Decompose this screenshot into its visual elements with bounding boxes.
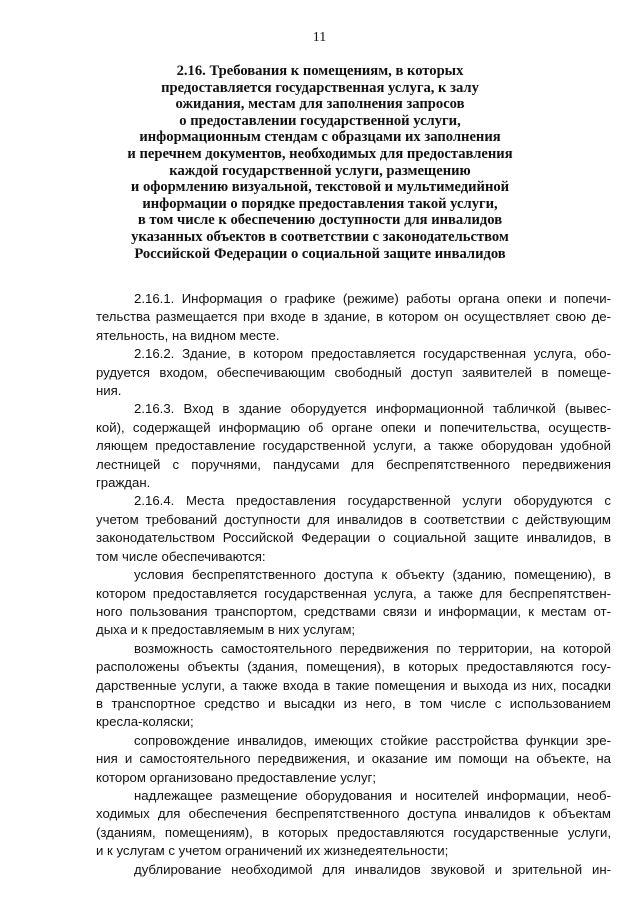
paragraph <box>96 400 611 492</box>
paragraph-line: возможность самостоятельного передвижения по территории, на которой <box>134 640 611 656</box>
paragraph-line: ния. <box>96 383 122 399</box>
paragraph-line: ного пользования транспортом, средствами связи и информации, к местам от- <box>96 603 611 619</box>
heading-line: информационным стендам с образцами их заполнения <box>139 129 501 146</box>
page-number: 11 <box>312 30 327 45</box>
paragraph-line: граждан. <box>96 475 151 491</box>
paragraph <box>96 492 611 566</box>
paragraph-line: лестницей с поручнями, пандусами для беспрепятственного передвижения <box>96 456 611 472</box>
paragraph-line: (зданиям, помещениям), в которых предоставляются государственные услуги, <box>96 824 611 840</box>
paragraph <box>96 345 611 400</box>
paragraph <box>96 861 611 879</box>
paragraph-line: дарственные услуги, а также входа в такие помещения и выхода из них, посадки <box>96 677 611 693</box>
paragraph-line: учетом требований доступности для инвалидов в соответствии с действующим <box>96 511 611 527</box>
paragraph-line: котором организовано предоставление услуг; <box>96 769 377 785</box>
paragraph-line: в транспортное средство и высадки из него, в том числе с использованием <box>96 695 611 711</box>
section-heading <box>100 63 540 262</box>
paragraph-line: надлежащее размещение оборудования и носителей информации, необ- <box>134 787 611 803</box>
heading-line: о предоставлении государственной услуги, <box>179 112 461 129</box>
paragraph-line: кресла-коляски; <box>96 714 194 730</box>
paragraph <box>96 787 611 861</box>
paragraph <box>96 640 611 732</box>
paragraph-line: ляющем предоставление государственной услуги, а также оборудован удобной <box>96 438 611 454</box>
paragraph-line: расположены объекты (здания, помещения), в которых предоставляются госу- <box>96 659 611 675</box>
heading-line: Российской Федерации о социальной защите инвалидов <box>134 245 506 262</box>
paragraph-line: и к услугам с учетом ограничений их жизнедеятельности; <box>96 843 449 859</box>
paragraph-line: том числе обеспечиваются: <box>96 548 266 564</box>
heading-line: указанных объектов в соответствии с законодательством <box>131 228 509 245</box>
paragraph-line: 2.16.2. Здание, в котором предоставляется государственная услуга, обо- <box>134 346 611 362</box>
paragraph <box>96 732 611 787</box>
paragraph-line: дыха и к предоставляемым в них услугам; <box>96 622 356 638</box>
paragraph-line: ятельность, на видном месте. <box>96 327 280 343</box>
paragraph-line: ния и самостоятельного передвижения, и оказание им помощи на объекте, на <box>96 751 611 767</box>
paragraph-line: 2.16.4. Места предоставления государственной услуги оборудуются с <box>134 493 611 509</box>
paragraph-line: 2.16.1. Информация о графике (режиме) работы органа опеки и попечи- <box>134 291 611 306</box>
paragraph-line: котором предоставляется государственная услуга, а также для беспрепятствен- <box>96 585 611 601</box>
document-body <box>96 290 611 879</box>
paragraph <box>96 566 611 640</box>
paragraph-line: 2.16.3. Вход в здание оборудуется информационной табличкой (вывес- <box>134 401 611 417</box>
paragraph-line: кой), содержащей информацию об органе опеки и попечительства, осуществ- <box>96 419 611 435</box>
heading-line: в том числе к обеспечению доступности для инвалидов <box>137 212 503 229</box>
heading-line: и оформлению визуальной, текстовой и мультимедийной <box>130 179 510 196</box>
paragraph-line: ходимых для обеспечения беспрепятственного доступа инвалидов к объектам <box>96 806 611 822</box>
heading-line: и перечнем документов, необходимых для предоставления <box>127 145 513 162</box>
paragraph-line: сопровождение инвалидов, имеющих стойкие расстройства функции зре- <box>134 732 611 748</box>
paragraph-line: тельства размещается при входе в здание, в котором он осуществляет свою де- <box>96 309 611 325</box>
paragraph-line: рудуется входом, обеспечивающим свободный доступ заявителей в помеще- <box>96 364 611 380</box>
paragraph-line: законодательством Российской Федерации о социальной защите инвалидов, в <box>96 530 611 546</box>
heading-line: ожидания, местам для заполнения запросов <box>175 96 465 113</box>
heading-line: каждой государственной услуги, размещению <box>169 162 471 179</box>
paragraph-line: условия беспрепятственного доступа к объекту (зданию, помещению), в <box>134 567 611 583</box>
paragraph <box>96 290 611 345</box>
heading-line: 2.16. Требования к помещениям, в которых <box>176 63 464 79</box>
heading-line: информации о порядке предоставления такой услуги, <box>142 195 498 212</box>
heading-line: предоставляется государственная услуга, к залу <box>161 79 479 96</box>
paragraph-line: дублирование необходимой для инвалидов звуковой и зрительной ин- <box>134 861 611 877</box>
